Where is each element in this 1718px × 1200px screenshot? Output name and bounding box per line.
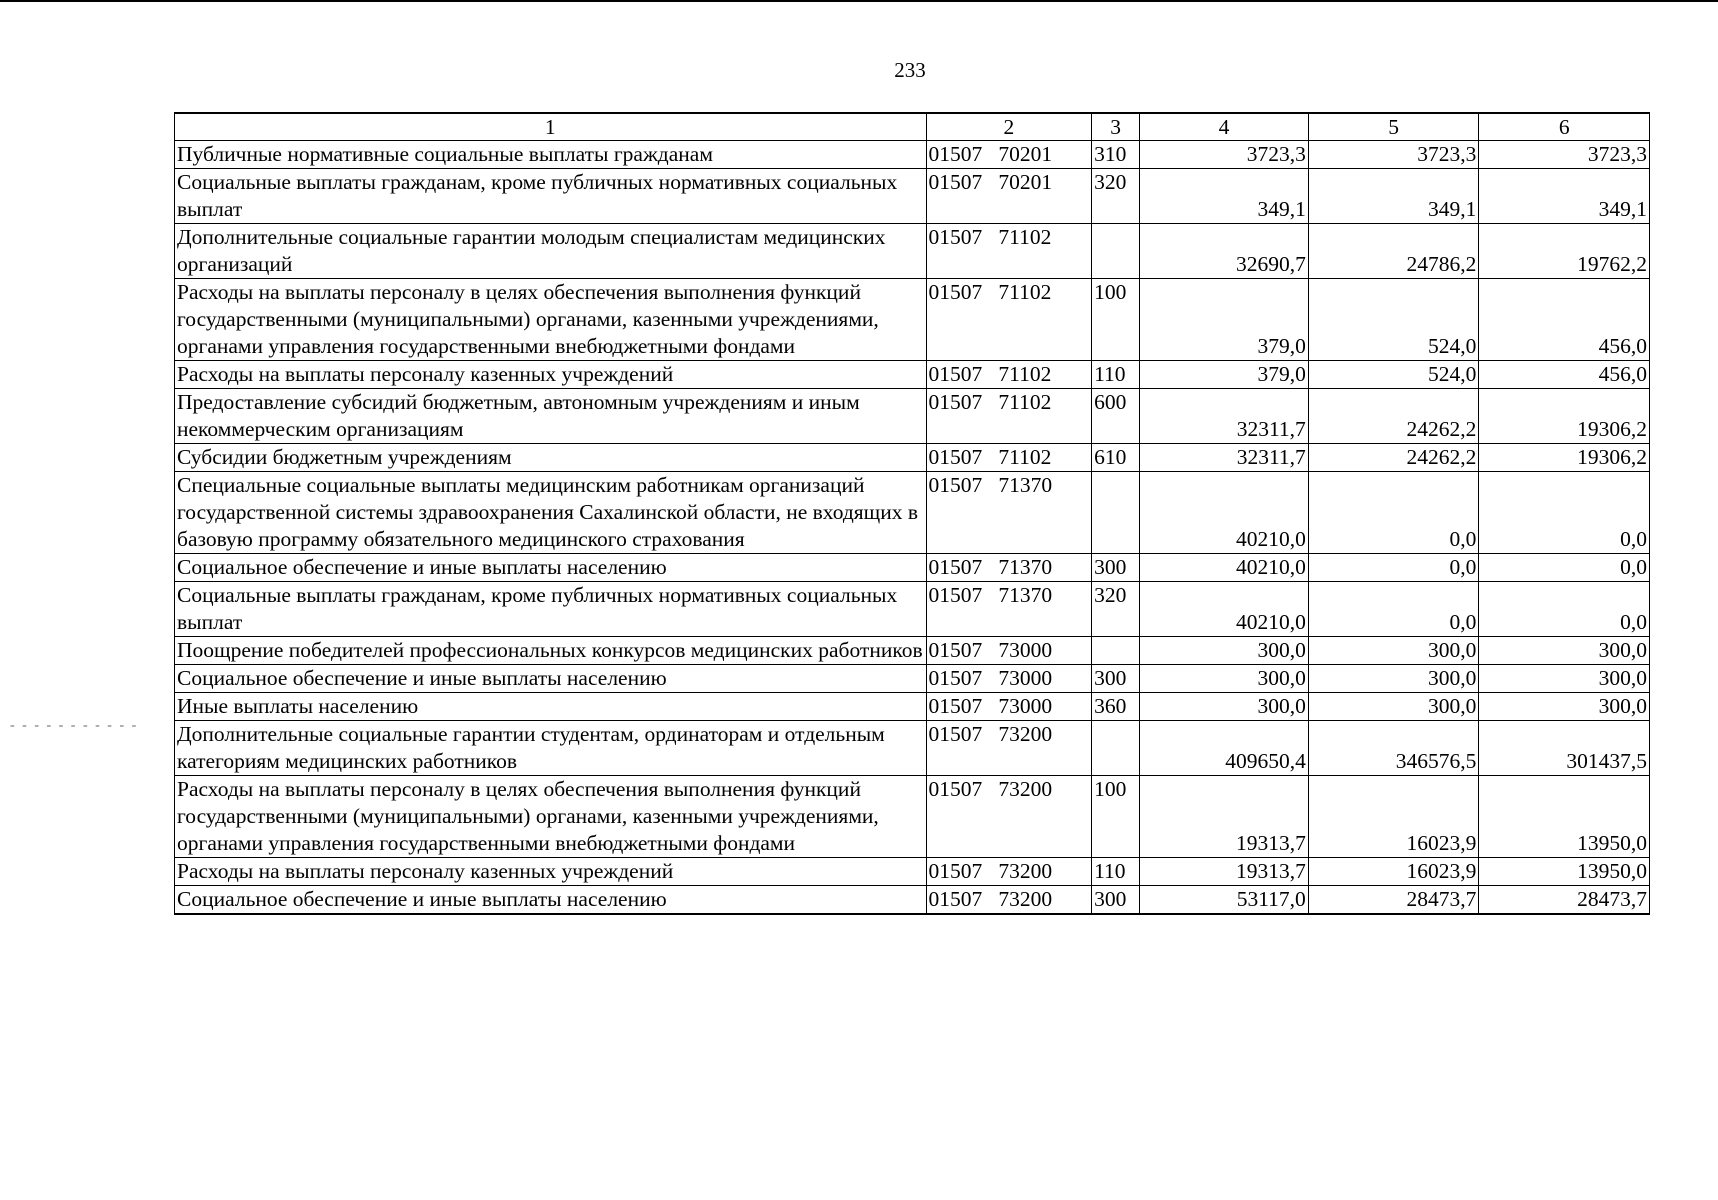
row-value-col6: 3723,3 <box>1479 141 1650 169</box>
header-col-6: 6 <box>1479 113 1650 141</box>
row-value-col4: 19313,7 <box>1140 776 1309 858</box>
row-kind: 100 <box>1092 279 1140 361</box>
row-value-col6: 13950,0 <box>1479 776 1650 858</box>
row-value-col5: 0,0 <box>1308 554 1479 582</box>
row-value-col5: 0,0 <box>1308 472 1479 554</box>
row-code: 01507 70201 <box>926 169 1092 224</box>
table-row <box>175 637 1650 665</box>
row-kind <box>1092 472 1140 554</box>
row-value-col4: 32690,7 <box>1140 224 1309 279</box>
row-value-col4: 40210,0 <box>1140 472 1309 554</box>
row-value-col6: 300,0 <box>1479 637 1650 665</box>
row-value-col6: 456,0 <box>1479 279 1650 361</box>
row-name: Социальное обеспечение и иные выплаты населению <box>175 886 927 915</box>
row-kind <box>1092 637 1140 665</box>
row-value-col5: 524,0 <box>1308 361 1479 389</box>
row-code: 01507 73000 <box>926 693 1092 721</box>
table-body <box>175 141 1650 915</box>
row-value-col6: 349,1 <box>1479 169 1650 224</box>
row-code: 01507 73000 <box>926 637 1092 665</box>
row-value-col4: 349,1 <box>1140 169 1309 224</box>
row-name: Дополнительные социальные гарантии студентам, ординаторам и отдельным категориям медицинских работников <box>175 721 927 776</box>
table-header-row <box>175 113 1650 141</box>
table-row <box>175 665 1650 693</box>
row-value-col4: 40210,0 <box>1140 582 1309 637</box>
scan-top-edge <box>0 0 1718 2</box>
row-kind: 110 <box>1092 361 1140 389</box>
row-name: Расходы на выплаты персоналу в целях обеспечения выполнения функций государственными (муниципальными) органами, казенными учреждениями, органами управления государственными внебюджетными фондами <box>175 776 927 858</box>
row-value-col5: 300,0 <box>1308 693 1479 721</box>
table-row <box>175 554 1650 582</box>
row-value-col5: 16023,9 <box>1308 858 1479 886</box>
header-col-2: 2 <box>926 113 1092 141</box>
table-row <box>175 886 1650 915</box>
row-value-col5: 524,0 <box>1308 279 1479 361</box>
row-code: 01507 73200 <box>926 776 1092 858</box>
table-row <box>175 444 1650 472</box>
row-value-col5: 24262,2 <box>1308 444 1479 472</box>
row-kind: 300 <box>1092 886 1140 915</box>
row-kind: 600 <box>1092 389 1140 444</box>
row-value-col5: 300,0 <box>1308 637 1479 665</box>
row-value-col4: 3723,3 <box>1140 141 1309 169</box>
row-kind: 360 <box>1092 693 1140 721</box>
row-code: 01507 73200 <box>926 886 1092 915</box>
row-name: Иные выплаты населению <box>175 693 927 721</box>
table-row <box>175 582 1650 637</box>
row-value-col5: 28473,7 <box>1308 886 1479 915</box>
row-code: 01507 71370 <box>926 554 1092 582</box>
row-value-col4: 32311,7 <box>1140 389 1309 444</box>
row-code: 01507 71102 <box>926 444 1092 472</box>
row-kind: 110 <box>1092 858 1140 886</box>
row-code: 01507 71102 <box>926 361 1092 389</box>
row-value-col5: 300,0 <box>1308 665 1479 693</box>
row-kind <box>1092 224 1140 279</box>
row-kind: 300 <box>1092 554 1140 582</box>
row-name: Поощрение победителей профессиональных конкурсов медицинских работников <box>175 637 927 665</box>
row-value-col5: 24786,2 <box>1308 224 1479 279</box>
row-code: 01507 73200 <box>926 721 1092 776</box>
row-value-col4: 19313,7 <box>1140 858 1309 886</box>
row-name: Публичные нормативные социальные выплаты гражданам <box>175 141 927 169</box>
row-code: 01507 71370 <box>926 472 1092 554</box>
row-value-col5: 0,0 <box>1308 582 1479 637</box>
row-value-col4: 379,0 <box>1140 361 1309 389</box>
row-value-col6: 0,0 <box>1479 582 1650 637</box>
row-value-col6: 28473,7 <box>1479 886 1650 915</box>
row-value-col6: 301437,5 <box>1479 721 1650 776</box>
row-name: Субсидии бюджетным учреждениям <box>175 444 927 472</box>
row-value-col6: 0,0 <box>1479 472 1650 554</box>
row-code: 01507 71102 <box>926 389 1092 444</box>
row-kind: 100 <box>1092 776 1140 858</box>
header-col-4: 4 <box>1140 113 1309 141</box>
row-name: Социальное обеспечение и иные выплаты населению <box>175 665 927 693</box>
row-kind <box>1092 721 1140 776</box>
row-value-col5: 346576,5 <box>1308 721 1479 776</box>
row-name: Расходы на выплаты персоналу казенных учреждений <box>175 858 927 886</box>
row-code: 01507 70201 <box>926 141 1092 169</box>
row-value-col5: 3723,3 <box>1308 141 1479 169</box>
row-value-col6: 300,0 <box>1479 693 1650 721</box>
row-kind: 300 <box>1092 665 1140 693</box>
row-name: Социальное обеспечение и иные выплаты населению <box>175 554 927 582</box>
row-value-col6: 0,0 <box>1479 554 1650 582</box>
row-name: Специальные социальные выплаты медицинским работникам организаций государственной системы здравоохранения Сахалинской области, не входящих в базовую программу обязательного медицинского страхования <box>175 472 927 554</box>
row-name: Расходы на выплаты персоналу в целях обеспечения выполнения функций государственными (муниципальными) органами, казенными учреждениями, органами управления государственными внебюджетными фондами <box>175 279 927 361</box>
row-value-col5: 16023,9 <box>1308 776 1479 858</box>
table-row <box>175 776 1650 858</box>
row-name: Расходы на выплаты персоналу казенных учреждений <box>175 361 927 389</box>
row-value-col6: 300,0 <box>1479 665 1650 693</box>
margin-dash-mark: - - - - - - - - - - - <box>10 718 139 733</box>
row-value-col5: 349,1 <box>1308 169 1479 224</box>
table-row <box>175 169 1650 224</box>
row-value-col6: 456,0 <box>1479 361 1650 389</box>
row-value-col4: 53117,0 <box>1140 886 1309 915</box>
table-row <box>175 721 1650 776</box>
table-row <box>175 693 1650 721</box>
row-code: 01507 71370 <box>926 582 1092 637</box>
row-name: Социальные выплаты гражданам, кроме публичных нормативных социальных выплат <box>175 582 927 637</box>
page-number: 233 <box>894 58 926 82</box>
table-row <box>175 389 1650 444</box>
table-row <box>175 361 1650 389</box>
row-kind: 610 <box>1092 444 1140 472</box>
row-kind: 320 <box>1092 582 1140 637</box>
row-code: 01507 73200 <box>926 858 1092 886</box>
table-row <box>175 279 1650 361</box>
row-code: 01507 71102 <box>926 224 1092 279</box>
row-name: Социальные выплаты гражданам, кроме публичных нормативных социальных выплат <box>175 169 927 224</box>
row-name: Предоставление субсидий бюджетным, автономным учреждениям и иным некоммерческим организациям <box>175 389 927 444</box>
row-value-col4: 300,0 <box>1140 665 1309 693</box>
row-kind: 320 <box>1092 169 1140 224</box>
row-value-col6: 19306,2 <box>1479 389 1650 444</box>
table-row <box>175 472 1650 554</box>
budget-table <box>174 112 1650 915</box>
table-row <box>175 224 1650 279</box>
header-col-3: 3 <box>1092 113 1140 141</box>
header-col-5: 5 <box>1308 113 1479 141</box>
row-value-col4: 300,0 <box>1140 693 1309 721</box>
table-row <box>175 858 1650 886</box>
row-value-col4: 300,0 <box>1140 637 1309 665</box>
row-value-col4: 379,0 <box>1140 279 1309 361</box>
row-name: Дополнительные социальные гарантии молодым специалистам медицинских организаций <box>175 224 927 279</box>
row-code: 01507 71102 <box>926 279 1092 361</box>
table-row <box>175 141 1650 169</box>
row-value-col6: 13950,0 <box>1479 858 1650 886</box>
row-value-col6: 19306,2 <box>1479 444 1650 472</box>
header-col-1: 1 <box>175 113 927 141</box>
row-code: 01507 73000 <box>926 665 1092 693</box>
row-value-col4: 32311,7 <box>1140 444 1309 472</box>
row-value-col4: 40210,0 <box>1140 554 1309 582</box>
row-kind: 310 <box>1092 141 1140 169</box>
row-value-col5: 24262,2 <box>1308 389 1479 444</box>
row-value-col6: 19762,2 <box>1479 224 1650 279</box>
row-value-col4: 409650,4 <box>1140 721 1309 776</box>
